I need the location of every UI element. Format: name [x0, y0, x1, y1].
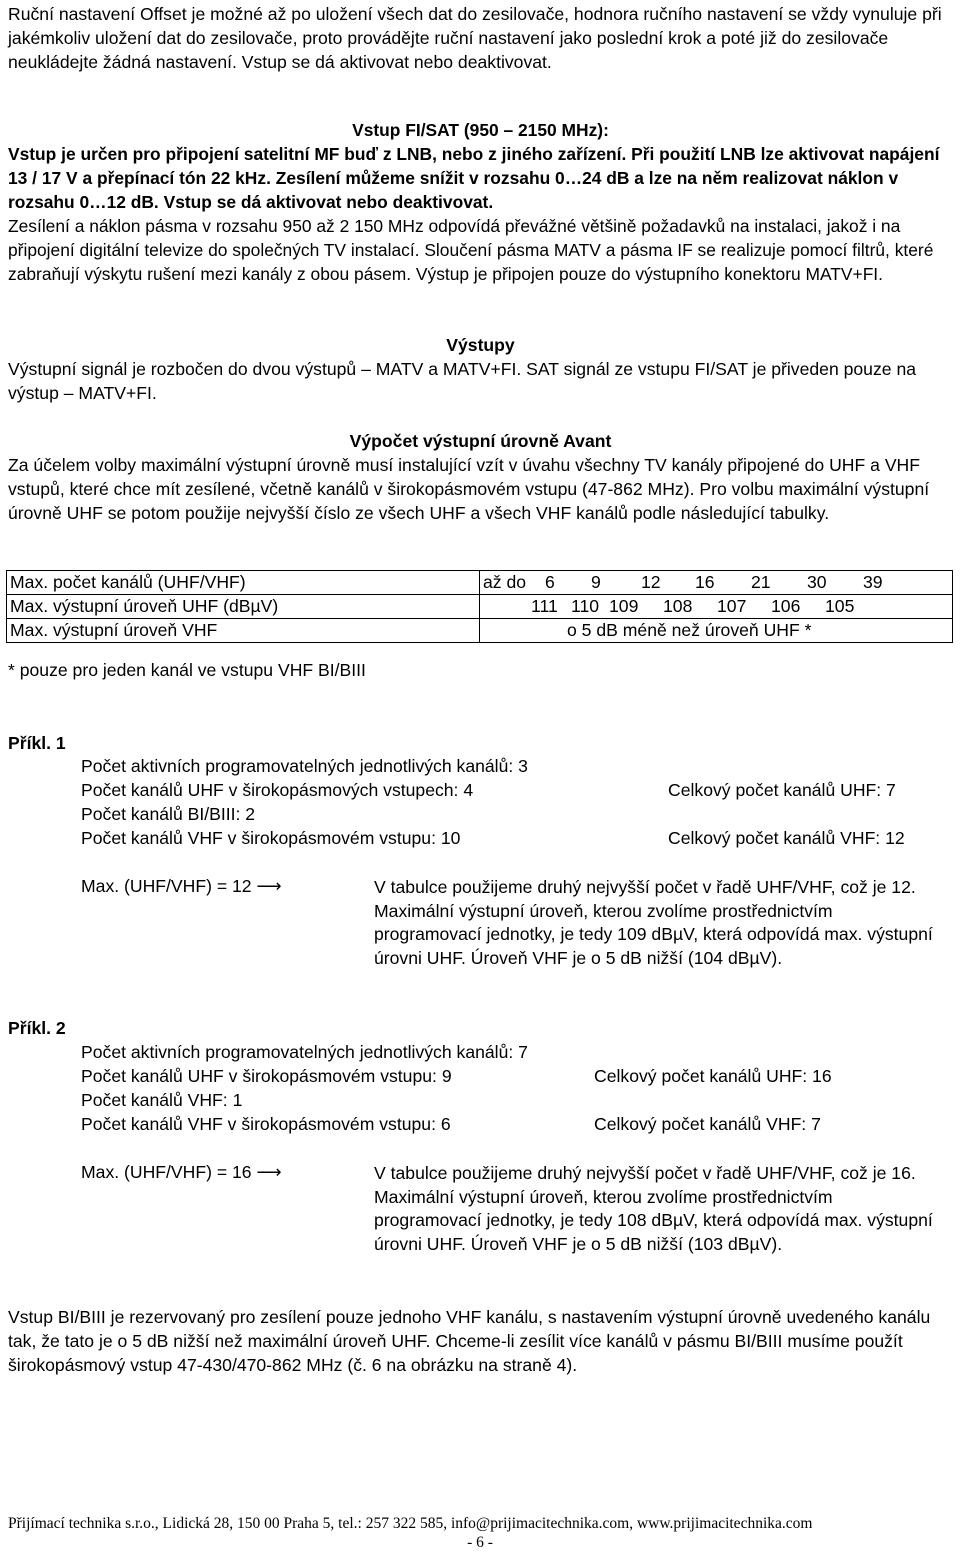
fi-sat-title: Vstup FI/SAT (950 – 2150 MHz): — [352, 120, 609, 140]
table-row — [7, 595, 953, 619]
table-value: 107 — [717, 596, 747, 616]
example2-max: Max. (UHF/VHF) = 16 ⟶ — [81, 1162, 282, 1182]
table-cell-label: Max. výstupní úroveň UHF (dBµV) — [7, 595, 480, 619]
example1-total-uhf: Celkový počet kanálů UHF: 7 — [668, 780, 896, 800]
example2-title: Příkl. 2 — [8, 1018, 66, 1038]
example2-explanation: V tabulce použijeme druhý nejvyšší počet v řadě UHF/VHF, což je 16. Maximální výstupní úroveň, kterou zvolíme prostřednictvím programovací jednotky, je tedy 108 dBµV, která odpovídá max. výstupní úrovni UHF. Úroveň VHF je o 5 dB nižší (103 dBµV). — [374, 1163, 933, 1254]
table-cell-values — [480, 571, 953, 595]
fi-sat-text: Zesílení a náklon pásma v rozsahu 950 až 2 150 MHz odpovídá převážné většině požadavků na instalaci, jakož i na připojení digitální televize do společných TV instalací. Sloučení pásma MATV a pásma IF se realizuje pomocí filtrů, které zabraňují výskytu rušení mezi kanály z obou pásem. Výstup je připojen pouze do výstupního konektoru MATV+FI. — [8, 216, 934, 284]
fi-sat-section — [8, 118, 953, 286]
example2-total-uhf: Celkový počet kanálů UHF: 16 — [594, 1066, 832, 1086]
example2-total-vhf: Celkový počet kanálů VHF: 7 — [594, 1114, 821, 1134]
footnote: * pouze pro jeden kanál ve vstupu VHF BI/BIII — [8, 660, 366, 680]
outputs-title: Výstupy — [446, 335, 515, 355]
example1-line: Počet kanálů VHF v širokopásmovém vstupu: 10 — [81, 828, 461, 848]
table-value: 105 — [825, 596, 855, 616]
page-footer: Přijímací technika s.r.o., Lidická 28, 150 00 Praha 5, tel.: 257 322 585, info@prijimacitechnika.com, www.prijimacitechnika.com — [8, 1515, 813, 1532]
table-value: 9 — [591, 572, 601, 592]
example2-line: Počet aktivních programovatelných jednotlivých kanálů: 7 — [81, 1042, 528, 1062]
page-number: - 6 - — [467, 1534, 493, 1551]
example1-line: Počet aktivních programovatelných jednotlivých kanálů: 3 — [81, 756, 528, 776]
table-value: 21 — [751, 572, 771, 592]
table-value: 12 — [641, 572, 661, 592]
example2-line: Počet kanálů VHF v širokopásmovém vstupu: 6 — [81, 1114, 451, 1134]
example1-max: Max. (UHF/VHF) = 12 ⟶ — [81, 876, 282, 896]
table-value: 16 — [695, 572, 715, 592]
calc-text: Za účelem volby maximální výstupní úrovně musí instalující vzít v úvahu všechny TV kanály připojené do UHF a VHF vstupů, které chce mít zesílené, včetně kanálů v širokopásmovém vstupu (47-862 MHz). Pro volbu maximální výstupní úrovně UHF se potom použije nejvyšší číslo ze všech UHF a všech VHF kanálů podle následující tabulky. — [8, 455, 930, 523]
example2-line: Počet kanálů UHF v širokopásmovém vstupu: 9 — [81, 1066, 452, 1086]
example1-line: Počet kanálů UHF v širokopásmových vstupech: 4 — [81, 780, 474, 800]
table-value-prefix: až do — [483, 572, 527, 592]
table-cell-values — [480, 595, 953, 619]
intro-paragraph: Ruční nastavení Offset je možné až po uložení všech dat do zesilovače, hodnora ručního nastavení se vždy vynuluje při jakémkoliv uložení dat do zesilovače, proto provádějte ruční nastavení jako poslední krok a poté již do zesilovače neukládejte žádná nastavení. Vstup se dá aktivovat nebo deaktivovat. — [8, 4, 942, 72]
example2-line: Počet kanálů VHF: 1 — [81, 1090, 243, 1110]
table-row — [7, 619, 953, 643]
table-row — [7, 571, 953, 595]
table-value: o 5 dB méně než úroveň UHF * — [567, 620, 812, 640]
table-value: 6 — [545, 572, 555, 592]
output-level-table — [6, 570, 953, 643]
table-value: 108 — [663, 596, 693, 616]
table-cell-values — [480, 619, 953, 643]
calc-title: Výpočet výstupní úrovně Avant — [349, 431, 612, 451]
table-cell-label: Max. počet kanálů (UHF/VHF) — [7, 571, 480, 595]
table-value: 30 — [807, 572, 827, 592]
outputs-text: Výstupní signál je rozbočen do dvou výstupů – MATV a MATV+FI. SAT signál ze vstupu FI/SAT je přiveden pouze na výstup – MATV+FI. — [8, 359, 917, 403]
table-value: 106 — [771, 596, 801, 616]
closing-paragraph: Vstup BI/BIII je rezervovaný pro zesílení pouze jednoho VHF kanálu, s nastavením výstupní úrovně uvedeného kanálu tak, že tato je o 5 dB nižší než maximální úroveň UHF. Chceme-li zesílit více kanálů v pásmu BI/BIII musíme použít širokopásmový vstup 47-430/470-862 MHz (č. 6 na obrázku na straně 4). — [8, 1307, 931, 1375]
example1-explanation: V tabulce použijeme druhý nejvyšší počet v řadě UHF/VHF, což je 12. Maximální výstupní úroveň, kterou zvolíme prostřednictvím programovací jednotky, je tedy 109 dBµV, která odpovídá max. výstupní úrovni UHF. Úroveň VHF je o 5 dB nižší (104 dBµV). — [374, 877, 933, 968]
example1-line: Počet kanálů BI/BIII: 2 — [81, 804, 256, 824]
fi-sat-bold-text: Vstup je určen pro připojení satelitní MF buď z LNB, nebo z jiného zařízení. Při použití LNB lze aktivovat napájení 13 / 17 V a přepínací tón 22 kHz. Zesílení můžeme snížit v rozsahu 0…24 dB a lze na něm realizovat náklon v rozsahu 0…12 dB. Vstup se dá aktivovat nebo deaktivovat. — [8, 144, 940, 212]
example1-total-vhf: Celkový počet kanálů VHF: 12 — [668, 828, 905, 848]
example1-title: Příkl. 1 — [8, 733, 66, 753]
table-value: 39 — [863, 572, 883, 592]
table-value: 111 — [531, 596, 558, 616]
table-value: 110 — [571, 596, 600, 616]
table-cell-label: Max. výstupní úroveň VHF — [7, 619, 480, 643]
table-value: 109 — [609, 596, 639, 616]
